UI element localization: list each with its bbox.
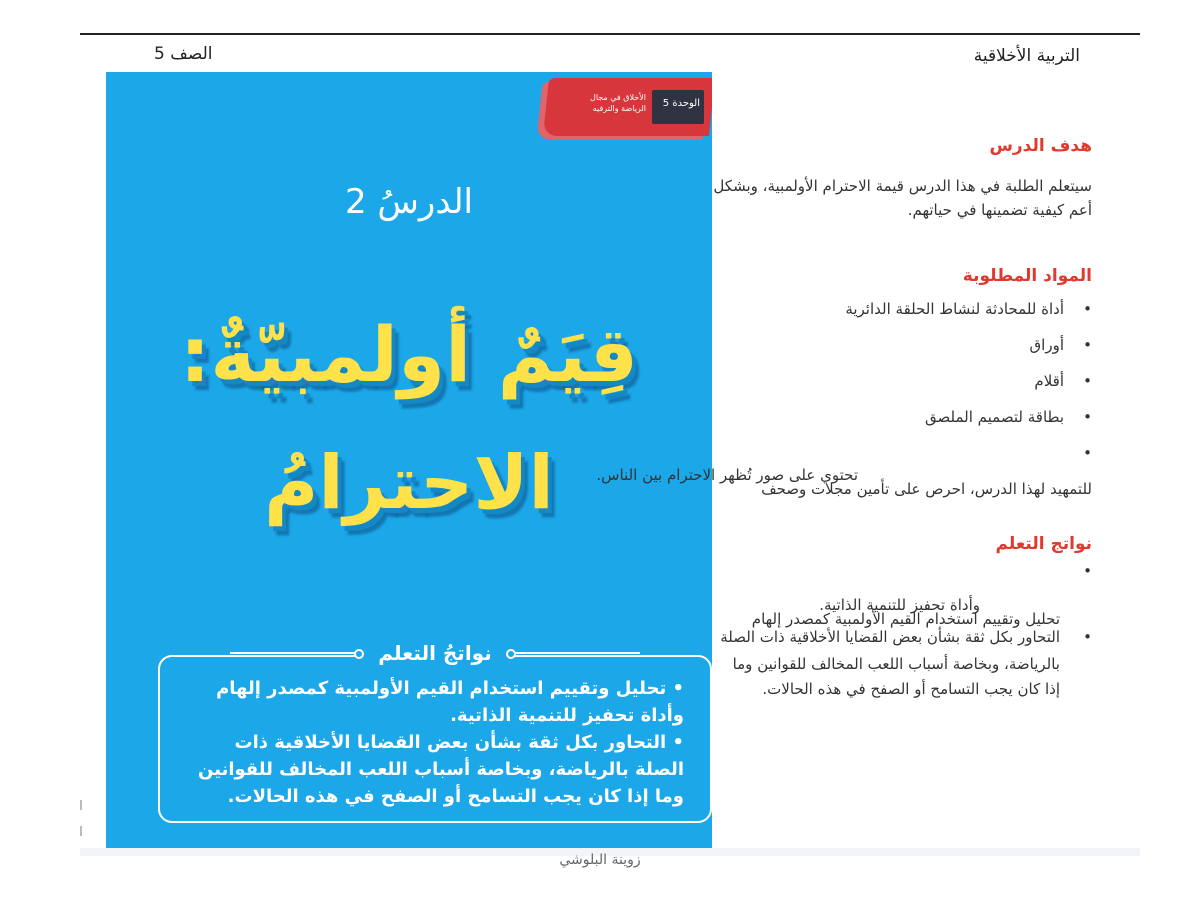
cover-outcome-item: • تحليل وتقييم استخدام القيم الأولمبية كمصدر إلهام وأداة تحفيز للتنمية الذاتية. [190,675,684,729]
materials-overlap-line-a: تحتوي على صور تُظهر الاحترام بين الناس. [596,466,858,484]
bullet: • [1083,336,1092,354]
margin-marks [80,800,86,850]
outcome-line: التحاور بكل ثقة بشأن بعض القضايا الأخلاقية ذات الصلة [720,628,1060,646]
material-text: بطاقة لتصميم الملصق [925,408,1064,426]
bullet: • [1083,408,1092,426]
outcome-bullet: • [1083,562,1092,580]
cover-outcomes-list [190,675,684,810]
outcome-line: إذا كان يجب التسامح أو الصفح في هذه الحالات. [762,680,1060,698]
cover-outcomes-heading: نواتجُ التعلم [360,641,509,665]
material-text: أداة للمحادثة لنشاط الحلقة الدائرية [845,300,1064,318]
author-watermark: زوينة البلوشي [559,852,641,868]
bullet: • [1083,372,1092,390]
material-item [732,297,1092,333]
cover-outcome-item: • التحاور بكل ثقة بشأن بعض القضايا الأخلاقية ذات الصلة بالرياضة، وبخاصة أسباب اللعب المخالف للقوانين وما إذا كان يجب التسامح أو الصفح في هذه الحالات. [190,729,684,810]
subject-title: التربية الأخلاقية [973,46,1080,66]
lesson-cover-image [106,72,712,848]
lesson-number: الدرسُ 2 [344,182,474,222]
unit-badge [546,78,712,136]
material-text: أوراق [1029,336,1064,354]
material-item [732,405,1092,441]
material-item [732,369,1092,405]
cover-title-line-2: الاحترامُ [264,440,554,526]
materials-overlap-line-b: للتمهيد لهذا الدرس، احرص على تأمين مجلات وصحف [761,480,1092,498]
lesson-goal-text: سيتعلم الطلبة في هذا الدرس قيمة الاحترام الأولمبية، وبشكل أعم كيفية تضمينها في حياتهم. [713,177,1092,219]
lesson-goal-heading: هدف الدرس [989,136,1092,156]
header-line-left [230,652,360,654]
material-item [732,333,1092,369]
outcome-line: وأداة تحفيز للتنمية الذاتية. [819,596,980,614]
unit-title: الأخلاق في مجال الرياضة والترفيه [590,93,646,113]
material-text: أقلام [1034,372,1064,390]
cover-outcomes-box [158,641,712,823]
cover-outcomes-header [160,641,710,665]
header-rule [80,33,1140,35]
bullet: • [1083,300,1092,318]
grade-label: الصف 5 [154,44,213,64]
materials-heading: المواد المطلوبة [962,266,1092,286]
materials-list [732,297,1092,477]
learning-outcomes-heading: نواتج التعلم [995,534,1092,554]
bullet: • [1083,444,1092,462]
unit-number: الوحدة 5 [662,98,700,109]
outcome-bullet: • [1083,628,1092,646]
header-line-right [510,652,640,654]
outcome-line: بالرياضة، وبخاصة أسباب اللعب المخالف للقوانين وما [732,655,1060,673]
outcome-line: تحليل وتقييم استخدام القيم الأولمبية كمصدر إلهام [751,610,1060,628]
cover-title-line-1: قِيَمٌ أولمبيّةٌ: [179,310,639,399]
